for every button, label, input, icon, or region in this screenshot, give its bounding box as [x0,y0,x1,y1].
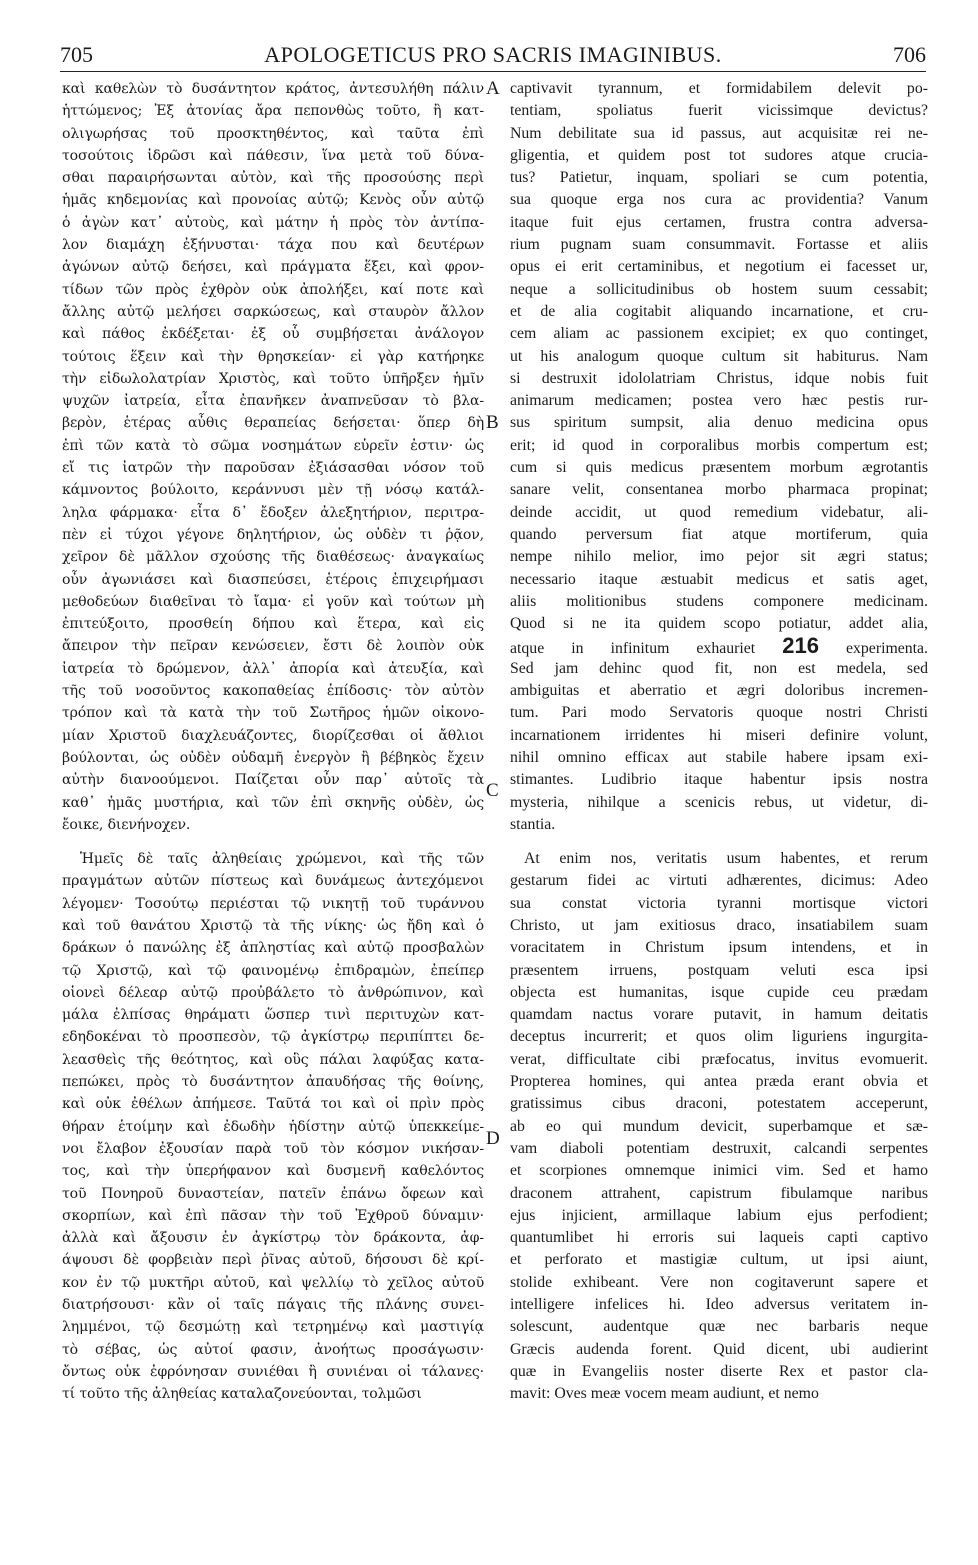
greek-text-line: τὸ σέβας, ὡς αὐτοί φασιν, ἀνοήτως προσάγωσιν· [62,1341,484,1358]
greek-column [62,78,484,1406]
latin-text-line: Quod si ne ita quidem scopo potiatur, addet alia, [510,615,928,633]
greek-text-line: μάλα ἐλπίσας θηράματι ὥσπερ τινὶ περιτυχὼν κατ- [62,1007,484,1024]
latin-text-line: sua quoque erga nos cura ac providentia? Vanum [510,191,928,209]
running-title: APOLOGETICUS PRO SACRIS IMAGINIBUS. [264,42,722,67]
greek-text-line: δράκων ὁ πανώλης ἐξ ἀπληστίας καὶ αὐτῷ προσβαλὼν [62,940,484,957]
greek-text-line: ὁ ἀγὼν κατ᾽ αὐτοὺς, καὶ μάτην ἡ πρὸς τὸν ἀντίπα- [62,214,484,231]
latin-text-line: quamdam nactus vorare putavit, in hamum deitatis [510,1006,928,1024]
header-rule [60,71,926,72]
greek-text-line: μίαν Χριστοῦ διαχλευάζοντες, διορίζεσθαι οἱ ἄθλιοι [62,727,484,744]
greek-text-line: ἄπειρον τὴν πεῖραν κενώσειεν, ἔστι δὲ λοιπὸν οὐκ [62,638,484,655]
greek-text-line: ὄντως οὐκ ἐφρόνησαν συνιέθαι ἢ συνιέναι οἱ τάλανες· [62,1363,484,1380]
latin-text-line: sua constat victoria tyranni mortisque victori [510,894,928,912]
section-marker-d: D [486,1128,500,1149]
greek-text-line: εἴ τις ἰατρῶν τὴν παροῦσαν ἐξιάσασθαι νόσον τοῦ [62,460,484,477]
greek-text-line: τοσούτοις ἱδρῶσι καὶ πάθεσιν, ἵνα μετὰ τοῦ δύνα- [62,147,484,164]
latin-text-line: tum. Pari modo Servatoris quoque nostri Christi [510,704,928,722]
greek-text-line: διατρήσουσι· κἂν οἱ ταῖς πάγαις τῆς πλάνης συνει- [62,1297,484,1314]
latin-text-line: deceptus incurrerit; et quos olim liguriens ingurgita- [510,1028,928,1046]
greek-text-line: καθ᾽ ἡμᾶς μυστήρια, καὶ τῶν ἐπὶ σκηνῆς οὐδὲν, ὡς [62,794,484,811]
greek-text-line: ἀγώνων αὐτῷ δεήσει, καὶ πράγματα ἕξει, καὶ φρον- [62,259,484,276]
latin-text-line: cum si quis medicus præsentem morbum ægrotantis [510,459,928,477]
greek-text-line: κάμνοντος βούλοιτο, κεράννυσι μὲν τῇ νόσῳ κατάλ- [62,482,484,499]
paragraph-gap [510,836,928,848]
latin-text-line: gligentia, et quidem post tot sudores atque crucia- [510,146,928,164]
latin-text-line: intelligere infelices hi. Ideo adversus veritatem in- [510,1296,928,1314]
greek-text-line: τος, καὶ τὴν ὑπερήφανον καὶ δυσμενῆ καθελόντος [62,1163,484,1180]
greek-text-line: τῆς τοῦ νοσοῦντος κακοπαθείας ἐπίδοσις· τὸν αὐτὸν [62,683,484,700]
latin-text-line: aliis molitionibus studens componere medicinam. [510,592,928,610]
greek-text-line: πεπώκει, πρὸς τὸ δυσάντητον ἀπαυδήσας τῆς θοίνης, [62,1074,484,1091]
greek-text-line: ἡμᾶς κηδεμονίας καὶ προνοίας αὐτῷ; Κενὸς οὖν αὐτῷ [62,192,484,209]
latin-text-line: præsentem irruens, postquam veluti esca ipsi [510,961,928,979]
greek-text-line: ἰατρεία τὸ δρώμενον, ἀλλ᾽ ἀπορία καὶ ἀτευξία, καὶ [62,660,484,677]
latin-text-line: quantumlibet hi erroris sui laqueis capti captivo [510,1229,928,1247]
greek-text-line: μεθοδεύων διαθεῖναι τὸ ἴαμα· εἰ γοῦν καὶ τούτων μὴ [62,593,484,610]
greek-text-line: ἄλλης αὐτῷ μελήσει σαρκώσεως, καὶ σταυρὸν ἄλλον [62,303,484,320]
latin-text-line: draconem attrahent, capistrum fibulamque naribus [510,1184,928,1202]
greek-text-line: λον διαμάχη ἐξήνυσται· τάχα που καὶ δευτέρων [62,237,484,254]
greek-text-line: καὶ τοῦ θανάτου Χριστῷ τὰ τῆς νίκης· ὡς ἤδη καὶ ὁ [62,917,484,934]
latin-text-line: mysteria, nihilque a scenicis rebus, ut videtur, di- [510,793,928,811]
latin-text-line: ejus injicient, armillaque labium ejus perfodient; [510,1206,928,1224]
latin-text-line: rium pugnam suam consummavit. Fortasse et aliis [510,236,928,254]
greek-text-line: τίδων τῶν πρὸς ἐχθρὸν οὐκ ἀπολήξει, καί ποτε καὶ [62,281,484,298]
latin-text-line: atque in infinitum exhauriet 216 experimenta. [510,635,928,658]
latin-text-line: solescunt, audentque quæ nec barbaris neque [510,1318,928,1336]
latin-text-line: nempe nihilo melior, imo pejor sit ægri status; [510,548,928,566]
running-header [60,40,926,70]
greek-text-line: σθαι παραιρήσωνται αὐτὸν, καὶ τῆς προσούσης περὶ [62,170,484,187]
latin-text-line: neque a sollicitudinibus ob hostem suum cessabit; [510,280,928,298]
latin-text-line: et de alia cogitabit aliquando incarnatione, et cru- [510,302,928,320]
latin-text-line: Sed jam dehinc quod fit, non est medela, sed [510,659,928,677]
section-marker-a: A [486,78,500,99]
latin-text-line: gestarum fidei ac virtuti adhærentes, dicimus: Adeo [510,872,928,890]
latin-text-line: animarum medicamen; postea vero hæc pestis rur- [510,392,928,410]
greek-text-line: τούτοις ἕξειν καὶ τὴν θρησκείαν· εἰ γὰρ κατήρηκε [62,348,484,365]
greek-text-line: τί τοῦτο τῆς ἀληθείας καταλαζονεύονται, τολμῶσι [62,1386,422,1403]
latin-text-line: tus? Patietur, inquam, spoliari se cum potentia, [510,169,928,187]
latin-text-line: et scorpiones omnemque inimici vim. Sed et hamo [510,1162,928,1180]
latin-text-line: Græcis audenda forent. Quid dicent, ubi audierint [510,1340,928,1358]
greek-text-line: κον ἐν τῷ μυκτῆρι αὐτοῦ, καὶ ψελλίῳ τὸ χεῖλος αὐτοῦ [62,1274,484,1291]
greek-text-line: λέγομεν· Τοσούτῳ περιέσται τῷ νικητῇ τοῦ τυράννου [62,895,484,912]
latin-text-line: objecta est humanitas, isque cupide ceu prædam [510,983,928,1001]
greek-text-line: νοι ἔλαβον ἐξουσίαν παρὰ τοῦ τὸν κόσμον νικήσαν- [62,1140,484,1157]
latin-text-line: itaque fuit ejus certamen, frustra contra adversa- [510,213,928,231]
latin-text-line: necessario itaque æstuabit medicus et satis aget, [510,570,928,588]
greek-text-line: λεασθεὶς τῆς θεότητος, καὶ οὓς πάλαι λαφύξας κατα- [62,1051,484,1068]
latin-text-line: sus spiritum sumpsit, alia denuo medicina opus [510,414,928,432]
latin-text-line: quando perversum fiat atque mortiferum, quia [510,525,928,543]
greek-text-line: τῷ Χριστῷ, καὶ τῷ φαινομένῳ ἐπιδραμὼν, ἐπείπερ [62,962,484,979]
greek-text-line: λημμένοι, τῷ δεσμώτῃ καὶ τετρημένῳ καὶ μαστιγίᾳ [62,1319,484,1336]
greek-text-line: καὶ οὐκ ἐθέλων ἀπήμεσε. Ταῦτά τοι καὶ οἱ πρὶν πρὸς [62,1096,484,1113]
greek-text-line: καὶ πάθος ἐκδέξεται· ἐξ οὗ συμβήσεται ἀνάλογον [62,326,484,343]
latin-text-line: At enim nos, veritatis usum habentes, et rerum [524,850,928,868]
latin-text-line: tentiam, spoliatus fuerit vicissimque devictus? [510,102,928,120]
latin-text-line: nihil omnino efficax aut stabile habere ipsam exi- [510,748,928,766]
greek-text-line: Ἡμεῖς δὲ ταῖς ἀληθείαις χρώμενοι, καὶ τῆς τῶν [80,851,484,868]
column-number: 216 [782,635,819,658]
latin-text-line: opus ei erit certaminibus, et negotium ei facesset ur, [510,258,928,276]
latin-text-line: erit; id quod in corporalibus morbis compertum est; [510,436,928,454]
latin-text-line: stimantes. Ludibrio itaque habentur ipsis nostra [510,771,928,789]
greek-text-line: οἱονεὶ δέλεαρ αὐτῷ προὐβάλετο τὸ ἀνθρώπινον, καὶ [62,984,484,1001]
greek-text-line: ληλα φάρμακα· εἶτα δ᾽ ἔδοξεν ἀλεξητήριον, περιτρα- [62,504,484,521]
latin-text-line: deinde accidit, ut quod remedium videbatur, ali- [510,503,928,521]
greek-text-line: ἐπὶ τῶν κατὰ τὸ σῶμα νοσημάτων εὑρεῖν ἐστιν· ὡς [62,437,484,454]
greek-text-line: ψυχῶν ἰατρεία, εἶτα ἐπανῆκεν ἀναπνεῦσαν τὸ βλα- [62,393,484,410]
greek-text-line: τρόπον καὶ τὰ κατὰ τὴν τοῦ Σωτῆρος ἡμῶν οἰκονο- [62,705,484,722]
latin-text-line: gratissimus cibus draconi, potestatem acceperunt, [510,1095,928,1113]
latin-text-line: sanare velit, consentanea morbo pharmaca propinat; [510,481,928,499]
latin-text-line: ambiguitas et aberratio et ægri doloribus incremen- [510,682,928,700]
latin-text-line: ab eo qui mundum devicit, superbamque et sæ- [510,1117,928,1135]
latin-text-line: Propterea homines, qui antea præda erant obvia et [510,1073,928,1091]
latin-text-line: ut his analogum quoque cultum sit habiturus. Nam [510,347,928,365]
latin-text-line: voracitatem in Christum ipsum intendens, et in [510,939,928,957]
latin-text-line: vam diaboli potentiam destruxit, calcandi serpentes [510,1139,928,1157]
latin-text-line: verat, difficultate cibi præfocatus, invitus evomuerit. [510,1050,928,1068]
greek-text-line: ἡττώμενος; Ἐξ ἀτονίας ἄρα πεπονθὼς τοῦτο, ἢ κατ- [62,103,484,120]
latin-text-line: et perforato et mastigiæ cultum, ut ipsi aiunt, [510,1251,928,1269]
latin-text-line: incarnationem irridentes hi miseri definire volunt, [510,726,928,744]
greek-text-line: βούλονται, ὡς οὐδὲν οὐδαμῆ ἐνεργὸν ἢ βέβηκὸς ἔχειν [62,749,484,766]
latin-text-line: si destruxit idololatriam Christus, idque nobis fuit [510,369,928,387]
greek-text-line: εδηδοκέναι τὸ προσπεσὸν, τῷ ἀγκίστρῳ περιπίπτει δε- [62,1029,484,1046]
greek-text-line: ἐπιτεύξοιτο, προσθείη δήπου καὶ ἕτερα, καὶ εἰς [62,616,484,633]
latin-text-line: stolide exhibeant. Vere non cogitaverunt sapere et [510,1273,928,1291]
greek-text-line: θήραν ἑτοίμην καὶ ἐδωδὴν ἡδίστην αὐτῷ ὑπεκκείμε- [62,1118,484,1135]
greek-text-line: αὐτὴν διανοούμενοι. Παίζεται οὖν παρ᾽ αὐτοῖς τὰ [62,772,484,789]
latin-text-line: quæ in Evangeliis noster diserte Rex et pastor cla- [510,1362,928,1380]
latin-text-line: mavit: Oves meæ vocem meam audiunt, et nemo [510,1385,819,1403]
greek-text-line: βερὸν, ἑτέρας αὖθις θεραπείας δεήσεται· ὅπερ δὴ [62,415,484,432]
greek-text-line: χεῖρον δὲ μᾶλλον σχούσης τῆς διαθέσεως· ἀναγκαίως [62,549,484,566]
paragraph-gap [62,836,484,848]
page-number-right: 706 [893,42,926,67]
greek-text-line: τὴν εἰδωλολατρίαν Χριστὸς, καὶ τοῦτο ὑπῆρξεν ἡμῖν [62,370,484,387]
latin-text-line: stantia. [510,815,556,833]
greek-text-line: ἔοικε, διενήνοχεν. [62,816,191,833]
greek-text-line: σκορπίων, καὶ ἐπὶ πᾶσαν τὴν τοῦ Ἐχθροῦ δύναμιν· [62,1207,484,1224]
greek-text-line: οὖν ἀγωνιάσει καὶ διασπεύσει, ἑτέροις ἐπιχειρήμασι [62,571,484,588]
greek-text-line: ἀλλὰ καὶ ἄξουσιν ἐν ἀγκίστρῳ τὸν δράκοντα, ἀφ- [62,1230,484,1247]
greek-text-line: ολιγωρήσας τοῦ προσκτηθέντος, καὶ ταῦτα ἐπὶ [62,125,484,142]
latin-column [510,78,928,1406]
latin-text-line: captivavit tyrannum, et formidabilem delevit po- [510,80,928,97]
greek-text-line: καὶ καθελὼν τὸ δυσάντητον κράτος, ἀντεσυλήθη πάλιν [62,81,484,97]
greek-text-line: άψουσι δὲ φορβειὰν περὶ ῥῖνας αὐτοῦ, δήσουσι δὲ κρί- [62,1252,484,1269]
latin-text-line: Num debilitate sua id passus, aut acquisitæ rei ne- [510,124,928,142]
section-marker-b: B [486,412,499,433]
greek-text-line: πὲν εἰ τύχοι γέγονε δηλητήριον, ὡς οὐδὲν τι ῥᾷον, [62,526,484,543]
greek-text-line: τοῦ Πονηροῦ δυναστείαν, πατεῖν ἐπάνω ὄφεων καὶ [62,1185,484,1202]
page-number-left: 705 [60,42,93,67]
latin-text-line: Christo, ut jam exitiosus draco, insatiabilem suam [510,916,928,934]
latin-text-line: cem aliam ac passionem excipiet; ex quo continget, [510,325,928,343]
greek-text-line: πραγμάτων αὐτῶν πίστεως καὶ δυνάμεως ἀντεχόμενοι [62,873,484,890]
section-marker-c: C [486,780,499,801]
